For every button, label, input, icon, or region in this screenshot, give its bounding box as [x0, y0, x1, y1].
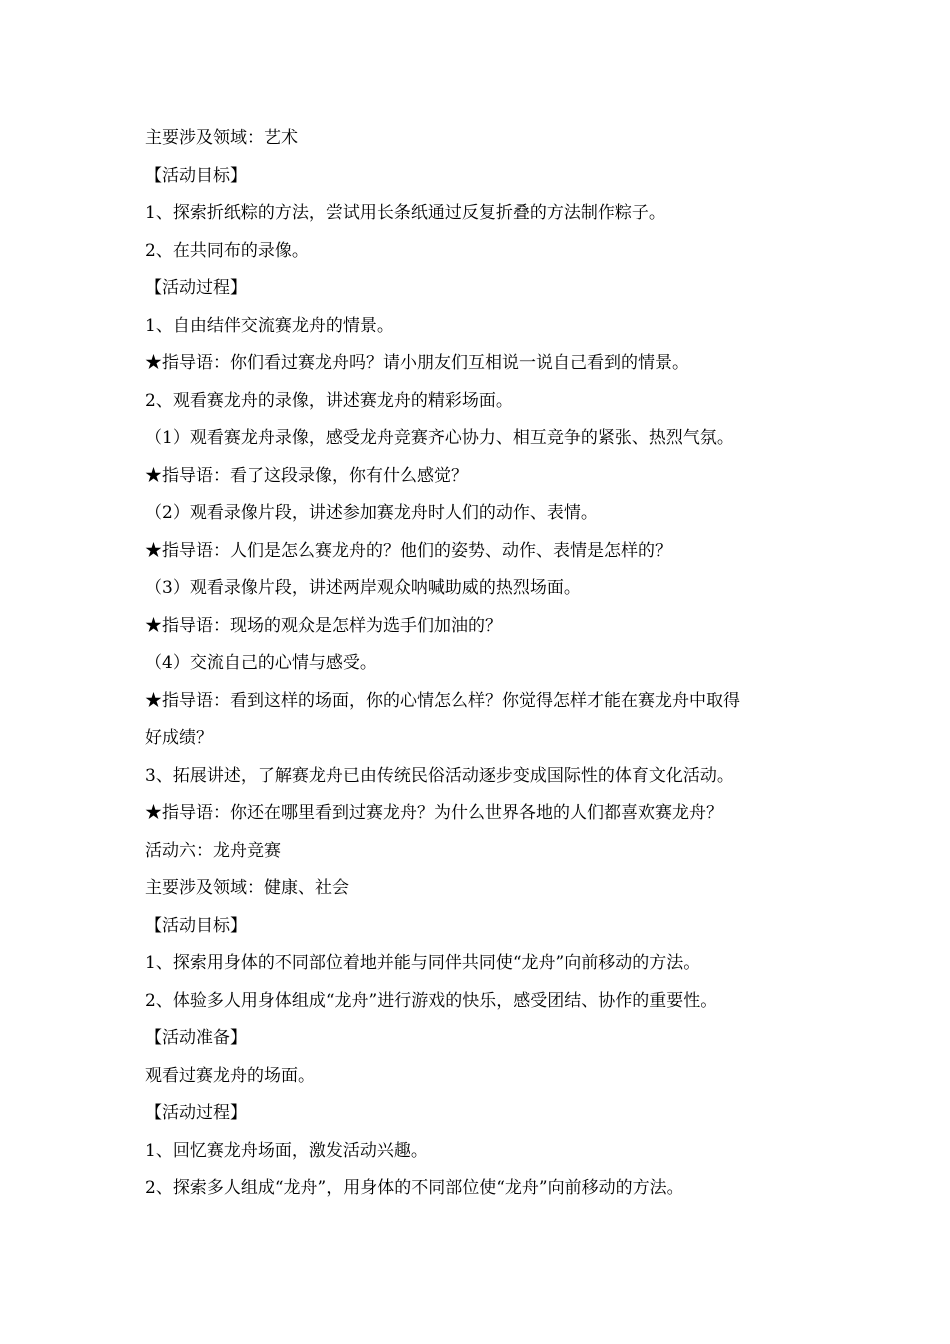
- guidance-line: ★指导语：人们是怎么赛龙舟的？他们的姿势、动作、表情是怎样的？: [145, 540, 672, 561]
- sub-step-1: （1）观看赛龙舟录像，感受龙舟竞赛齐心协力、相互竞争的紧张、热烈气氛。: [145, 428, 734, 448]
- document-body: [145, 120, 825, 1208]
- sub-step-2: （2）观看录像片段，讲述参加赛龙舟时人们的动作、表情。: [145, 503, 598, 523]
- section-heading-goals: 【活动目标】: [145, 165, 247, 186]
- preparation-text: 观看过赛龙舟的场面。: [145, 1065, 315, 1086]
- section-heading-preparation: 【活动准备】: [145, 1028, 247, 1048]
- process-step-3: 3、拓展讲述，了解赛龙舟已由传统民俗活动逐步变成国际性的体育文化活动。: [145, 765, 734, 786]
- activity-title: 活动六：龙舟竞赛: [145, 840, 281, 861]
- guidance-line: ★指导语：现场的观众是怎样为选手们加油的？: [145, 615, 502, 636]
- section-heading-goals: 【活动目标】: [145, 915, 247, 936]
- section-heading-process: 【活动过程】: [145, 278, 247, 298]
- process-step-2: 2、探索多人组成“龙舟”，用身体的不同部位使“龙舟”向前移动的方法。: [145, 1178, 684, 1198]
- goal-item-1: 1、探索用身体的不同部位着地并能与同伴共同使“龙舟”向前移动的方法。: [145, 953, 701, 973]
- sub-step-3: （3）观看录像片段，讲述两岸观众呐喊助威的热烈场面。: [145, 578, 581, 598]
- process-step-1: 1、回忆赛龙舟场面，激发活动兴趣。: [145, 1140, 428, 1161]
- sub-step-4: （4）交流自己的心情与感受。: [145, 653, 377, 673]
- process-step-1: 1、自由结伴交流赛龙舟的情景。: [145, 315, 394, 336]
- section-heading-process: 【活动过程】: [145, 1103, 247, 1123]
- process-step-2: 2、观看赛龙舟的录像，讲述赛龙舟的精彩场面。: [145, 390, 513, 411]
- goal-item-2: 2、在共同布的录像。: [145, 240, 309, 261]
- guidance-line: ★指导语：看了这段录像，你有什么感觉？: [145, 465, 468, 486]
- domain-line-art: 主要涉及领域：艺术: [145, 128, 298, 148]
- guidance-line: ★指导语：你还在哪里看到过赛龙舟？为什么世界各地的人们都喜欢赛龙舟？: [145, 803, 723, 823]
- guidance-line: ★指导语：看到这样的场面，你的心情怎么样？你觉得怎样才能在赛龙舟中取得: [145, 690, 740, 711]
- goal-item-1: 1、探索折纸粽的方法，尝试用长条纸通过反复折叠的方法制作粽子。: [145, 203, 666, 223]
- guidance-line: ★指导语：你们看过赛龙舟吗？请小朋友们互相说一说自己看到的情景。: [145, 353, 689, 373]
- goal-item-2: 2、体验多人用身体组成“龙舟”进行游戏的快乐，感受团结、协作的重要性。: [145, 990, 718, 1011]
- domain-line-health: 主要涉及领域：健康、社会: [145, 878, 349, 898]
- guidance-line-continued: 好成绩？: [145, 728, 213, 748]
